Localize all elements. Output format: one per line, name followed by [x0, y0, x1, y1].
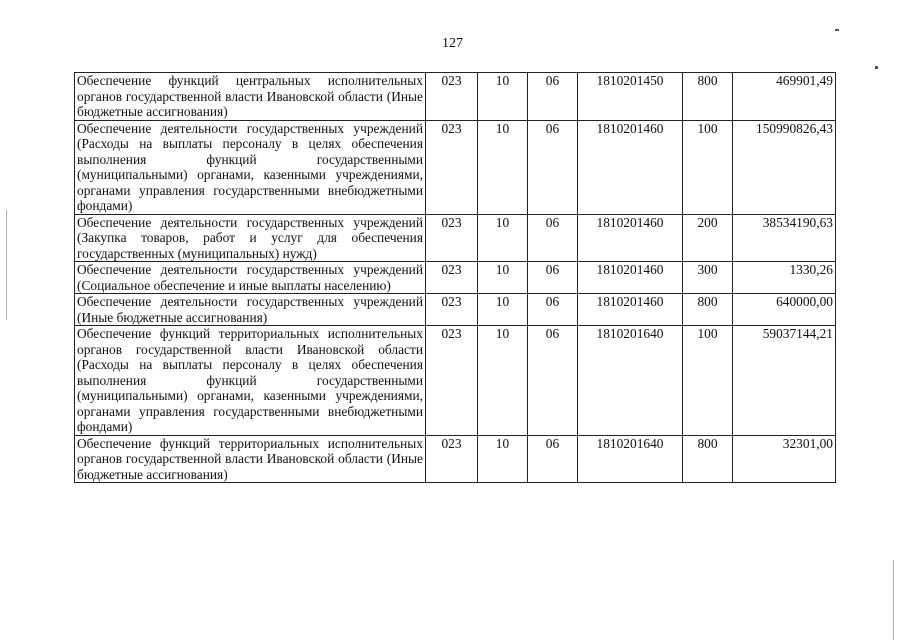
table-row [75, 326, 836, 436]
table-row [75, 262, 836, 294]
cell-amount: 469901,49 [733, 73, 836, 121]
cell-amount: 150990826,43 [733, 120, 836, 214]
cell-subsection: 06 [528, 120, 578, 214]
cell-section: 10 [478, 120, 528, 214]
cell-target-article: 1810201640 [578, 326, 683, 436]
cell-ministry-code: 023 [426, 294, 478, 326]
scan-edge-left [6, 210, 7, 320]
cell-expense-type: 800 [683, 435, 733, 483]
cell-name: Обеспечение функций центральных исполнительных органов государственной власти Ивановской области (Иные бюджетные ассигнования) [75, 73, 426, 121]
cell-name: Обеспечение деятельности государственных учреждений (Социальное обеспечение и иные выплаты населению) [75, 262, 426, 294]
table-row [75, 294, 836, 326]
cell-amount: 38534190,63 [733, 214, 836, 262]
cell-section: 10 [478, 435, 528, 483]
cell-subsection: 06 [528, 294, 578, 326]
cell-section: 10 [478, 262, 528, 294]
cell-ministry-code: 023 [426, 120, 478, 214]
cell-section: 10 [478, 326, 528, 436]
cell-section: 10 [478, 214, 528, 262]
cell-expense-type: 100 [683, 120, 733, 214]
cell-target-article: 1810201460 [578, 120, 683, 214]
cell-amount: 32301,00 [733, 435, 836, 483]
cell-section: 10 [478, 294, 528, 326]
cell-ministry-code: 023 [426, 326, 478, 436]
cell-subsection: 06 [528, 435, 578, 483]
cell-subsection: 06 [528, 73, 578, 121]
cell-target-article: 1810201460 [578, 294, 683, 326]
scan-speck-right [875, 66, 878, 69]
cell-name: Обеспечение деятельности государственных учреждений (Закупка товаров, работ и услуг для обеспечения государственных (муниципальных) нужд) [75, 214, 426, 262]
cell-target-article: 1810201460 [578, 214, 683, 262]
cell-ministry-code: 023 [426, 214, 478, 262]
cell-target-article: 1810201460 [578, 262, 683, 294]
cell-ministry-code: 023 [426, 435, 478, 483]
budget-table [74, 72, 836, 483]
cell-expense-type: 100 [683, 326, 733, 436]
cell-amount: 59037144,21 [733, 326, 836, 436]
cell-name: Обеспечение функций территориальных исполнительных органов государственной власти Ивановской области (Иные бюджетные ассигнования) [75, 435, 426, 483]
cell-target-article: 1810201450 [578, 73, 683, 121]
scan-edge-right [893, 560, 894, 640]
cell-expense-type: 800 [683, 294, 733, 326]
cell-amount: 1330,26 [733, 262, 836, 294]
cell-ministry-code: 023 [426, 262, 478, 294]
cell-amount: 640000,00 [733, 294, 836, 326]
cell-name: Обеспечение деятельности государственных учреждений (Иные бюджетные ассигнования) [75, 294, 426, 326]
page-number: 127 [442, 36, 463, 51]
cell-name: Обеспечение деятельности государственных учреждений (Расходы на выплаты персоналу в целях обеспечения выполнения функций государственными (муниципальными) органами, казенными учреждениями, органами управления государственными внебюджетными фондами) [75, 120, 426, 214]
cell-expense-type: 200 [683, 214, 733, 262]
cell-name: Обеспечение функций территориальных исполнительных органов государственной власти Ивановской области (Расходы на выплаты персоналу в целях обеспечения выполнения функций государственными (муниципальными) органами, казенными учреждениями, органами управления государственными внебюджетными фондами) [75, 326, 426, 436]
cell-subsection: 06 [528, 326, 578, 436]
cell-expense-type: 300 [683, 262, 733, 294]
scan-speck-top [835, 29, 839, 31]
cell-target-article: 1810201640 [578, 435, 683, 483]
cell-ministry-code: 023 [426, 73, 478, 121]
table-row [75, 435, 836, 483]
table-row [75, 120, 836, 214]
table-row [75, 73, 836, 121]
cell-subsection: 06 [528, 262, 578, 294]
cell-section: 10 [478, 73, 528, 121]
cell-subsection: 06 [528, 214, 578, 262]
table-row [75, 214, 836, 262]
cell-expense-type: 800 [683, 73, 733, 121]
